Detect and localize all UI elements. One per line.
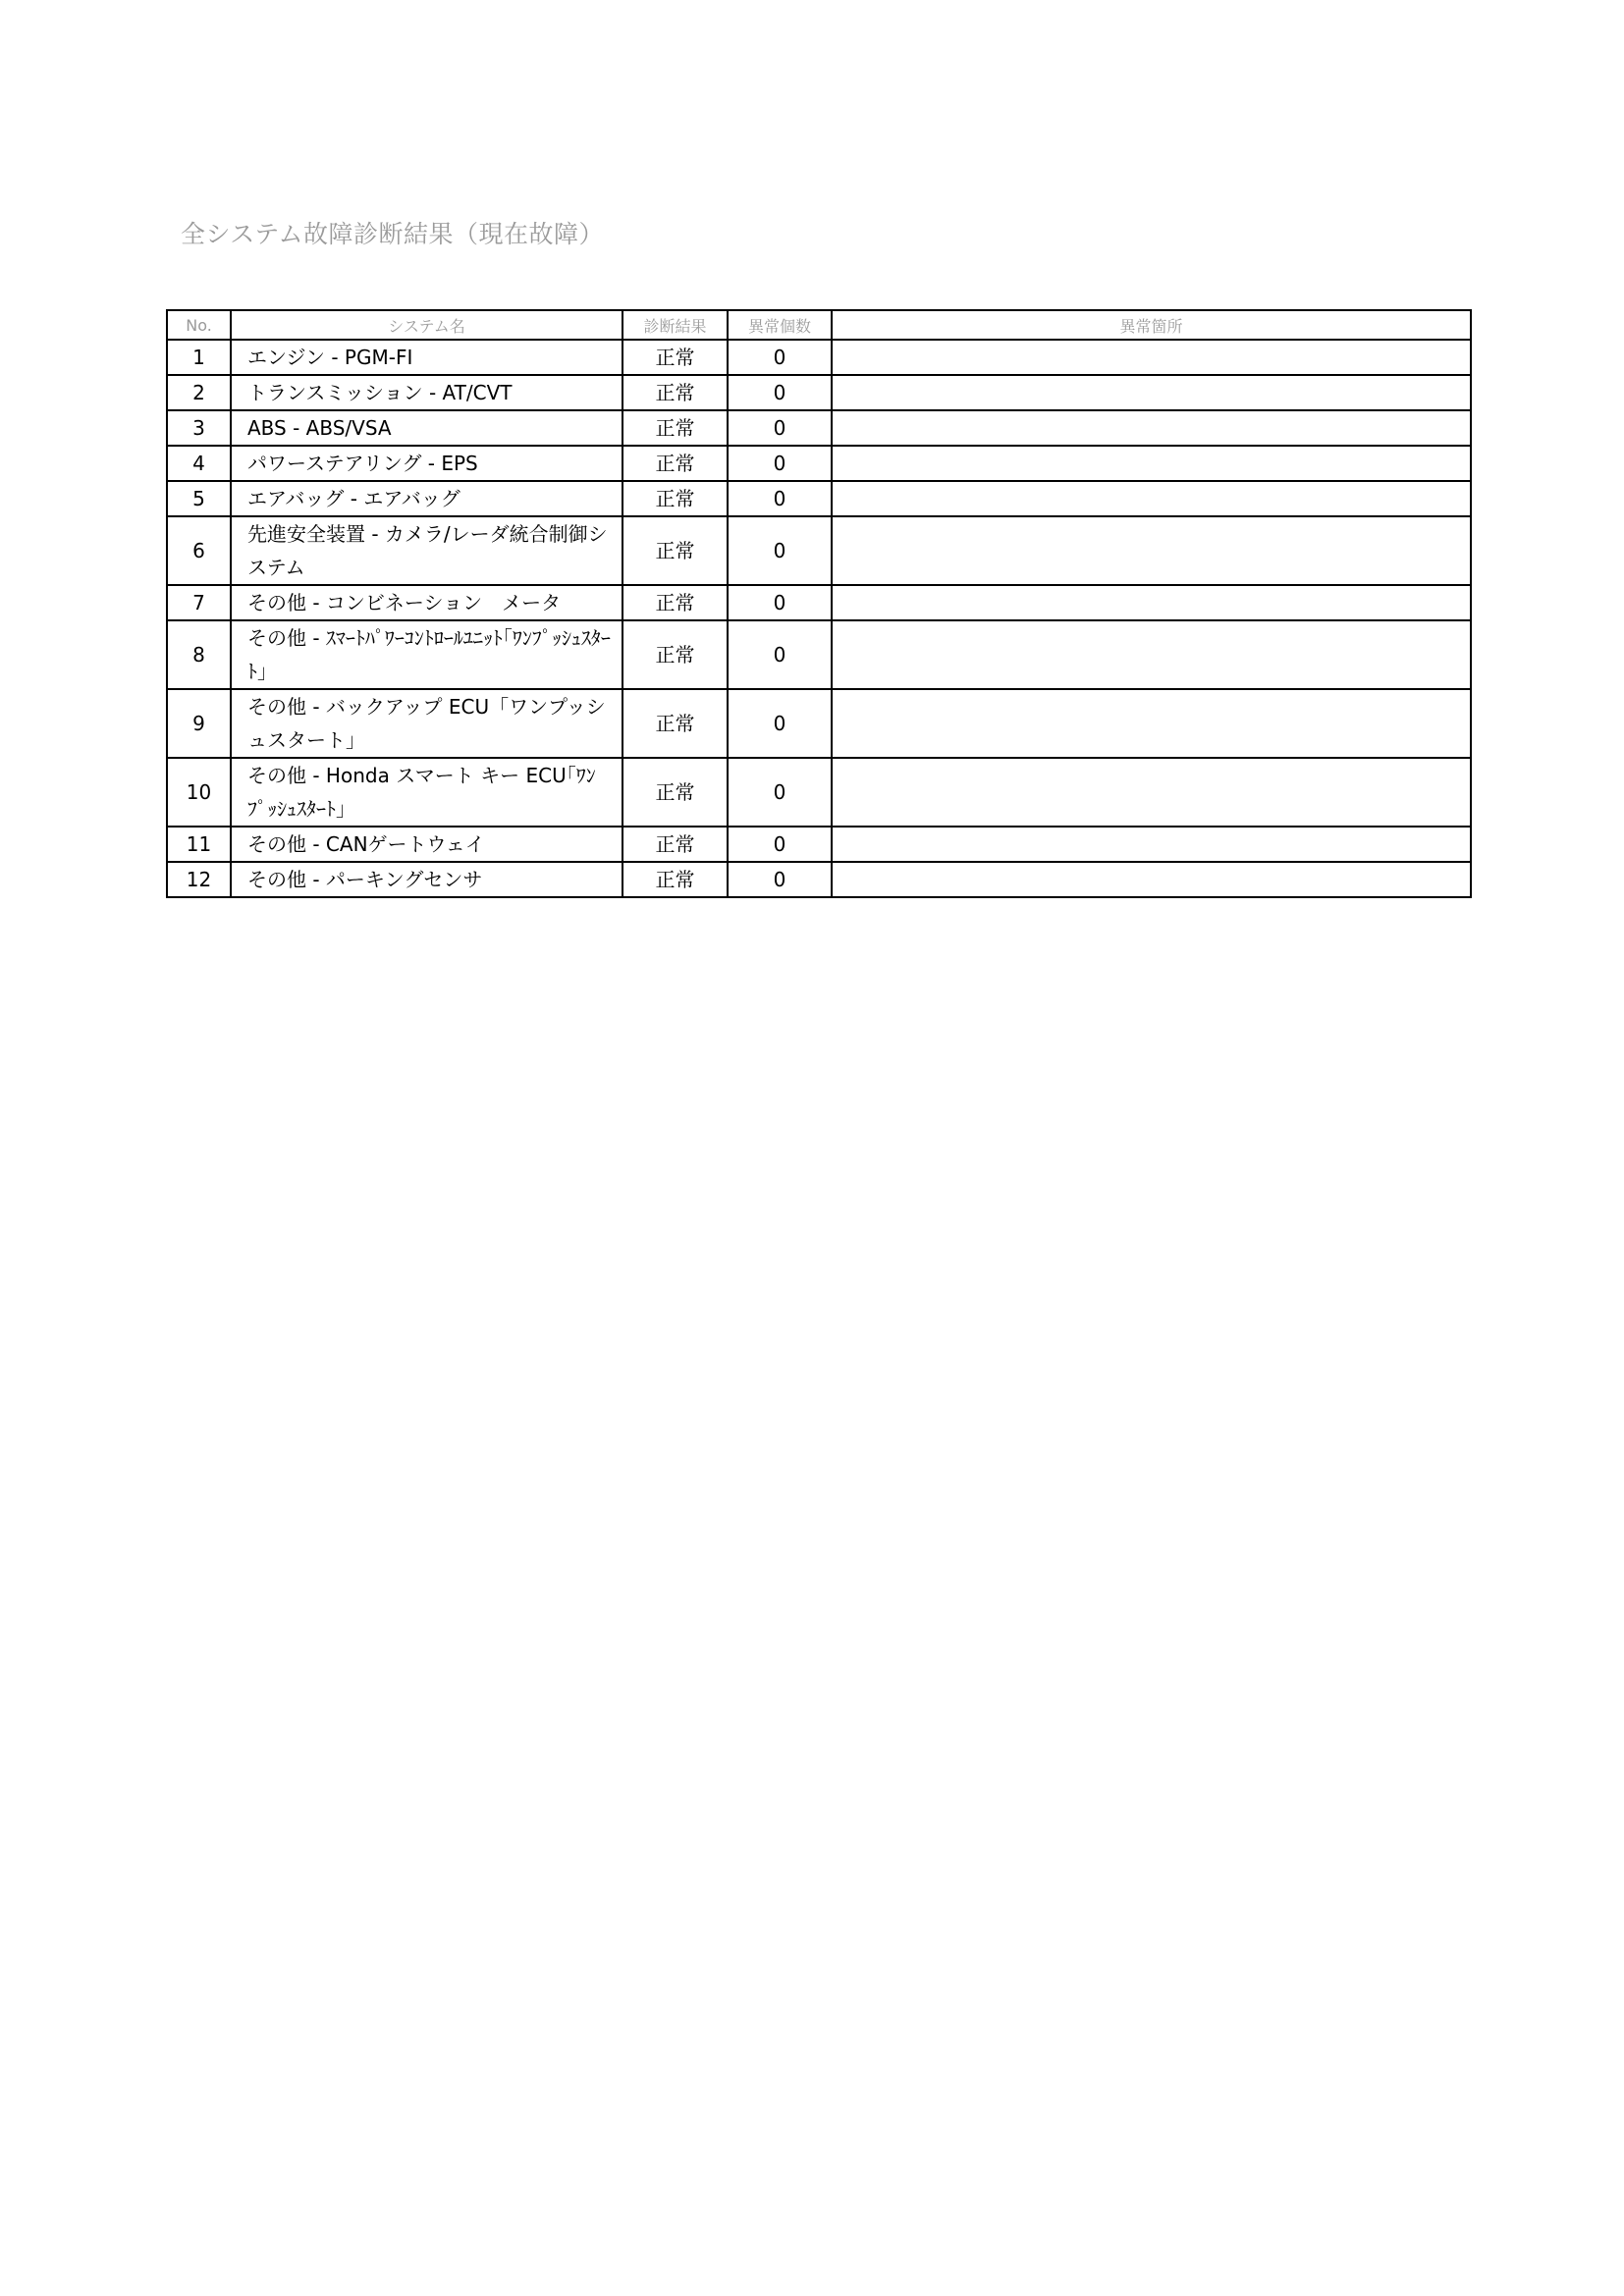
row-system-name [231,516,623,585]
header-no: No. [167,310,231,340]
table-row [167,481,1471,516]
row-system-name [231,446,623,481]
system-name-text: トランスミッション - AT/CVT [247,381,513,404]
row-location [832,375,1471,410]
row-result: 正常 [623,758,728,827]
row-system-name [231,585,623,620]
row-location [832,827,1471,862]
system-name-text: パワーステアリング - EPS [247,452,478,475]
row-result: 正常 [623,481,728,516]
row-location [832,585,1471,620]
header-fault-count: 異常個数 [728,310,832,340]
system-name-text: その他 - バックアップ ECU「ワンプッシュスタート」 [247,695,606,752]
row-count: 0 [728,758,832,827]
table-row [167,446,1471,481]
row-system-name [231,862,623,897]
header-fault-location: 異常箇所 [832,310,1471,340]
row-result: 正常 [623,375,728,410]
table-row [167,410,1471,446]
row-no: 1 [167,340,231,375]
page-title: 全システム故障診断結果（現在故障） [181,220,605,248]
row-location [832,410,1471,446]
row-no: 9 [167,689,231,758]
row-location [832,862,1471,897]
row-system-name [231,620,623,689]
system-name-text: ABS - ABS/VSA [247,416,392,440]
row-no: 8 [167,620,231,689]
row-location [832,620,1471,689]
system-name-text: 先進安全装置 - カメラ/レーダ統合制御システム [247,522,608,579]
row-result: 正常 [623,689,728,758]
row-count: 0 [728,689,832,758]
row-system-name [231,410,623,446]
row-system-name [231,340,623,375]
system-name-text: その他 - ｽﾏｰﾄﾊﾟﾜｰｺﾝﾄﾛｰﾙﾕﾆｯﾄ｢ﾜﾝﾌﾟｯｼｭｽﾀｰﾄ｣ [247,626,611,683]
row-no: 4 [167,446,231,481]
row-system-name [231,689,623,758]
table-row [167,585,1471,620]
row-result: 正常 [623,410,728,446]
row-count: 0 [728,481,832,516]
row-no: 11 [167,827,231,862]
row-location [832,689,1471,758]
row-count: 0 [728,827,832,862]
row-count: 0 [728,340,832,375]
table-row [167,340,1471,375]
header-diagnosis-result: 診断結果 [623,310,728,340]
row-system-name [231,827,623,862]
row-no: 10 [167,758,231,827]
row-no: 5 [167,481,231,516]
row-count: 0 [728,620,832,689]
table-header-row [167,310,1471,340]
table-row [167,620,1471,689]
row-result: 正常 [623,516,728,585]
row-result: 正常 [623,620,728,689]
system-name-text: その他 - CANゲートウェイ [247,832,485,856]
table-row [167,758,1471,827]
table-row [167,827,1471,862]
row-result: 正常 [623,446,728,481]
row-location [832,758,1471,827]
row-system-name [231,758,623,827]
table-row [167,375,1471,410]
row-no: 12 [167,862,231,897]
row-location [832,516,1471,585]
row-no: 7 [167,585,231,620]
row-result: 正常 [623,585,728,620]
row-no: 3 [167,410,231,446]
row-count: 0 [728,516,832,585]
row-result: 正常 [623,340,728,375]
system-name-text: その他 - パーキングセンサ [247,868,483,891]
row-no: 6 [167,516,231,585]
row-result: 正常 [623,827,728,862]
row-count: 0 [728,585,832,620]
row-location [832,446,1471,481]
system-name-text: エアバッグ - エアバッグ [247,487,460,510]
row-no: 2 [167,375,231,410]
row-count: 0 [728,862,832,897]
table-row [167,689,1471,758]
table-row [167,862,1471,897]
row-result: 正常 [623,862,728,897]
system-name-text: その他 - Honda スマート キー ECU｢ﾜﾝﾌﾟｯｼｭｽﾀｰﾄ｣ [247,764,596,821]
row-location [832,481,1471,516]
row-count: 0 [728,410,832,446]
row-system-name [231,481,623,516]
diagnosis-table [166,309,1472,898]
table-row [167,516,1471,585]
row-location [832,340,1471,375]
row-count: 0 [728,446,832,481]
row-count: 0 [728,375,832,410]
system-name-text: その他 - コンビネーション メータ [247,591,562,614]
header-system-name: システム名 [231,310,623,340]
system-name-text: エンジン - PGM-FI [247,346,413,369]
row-system-name [231,375,623,410]
